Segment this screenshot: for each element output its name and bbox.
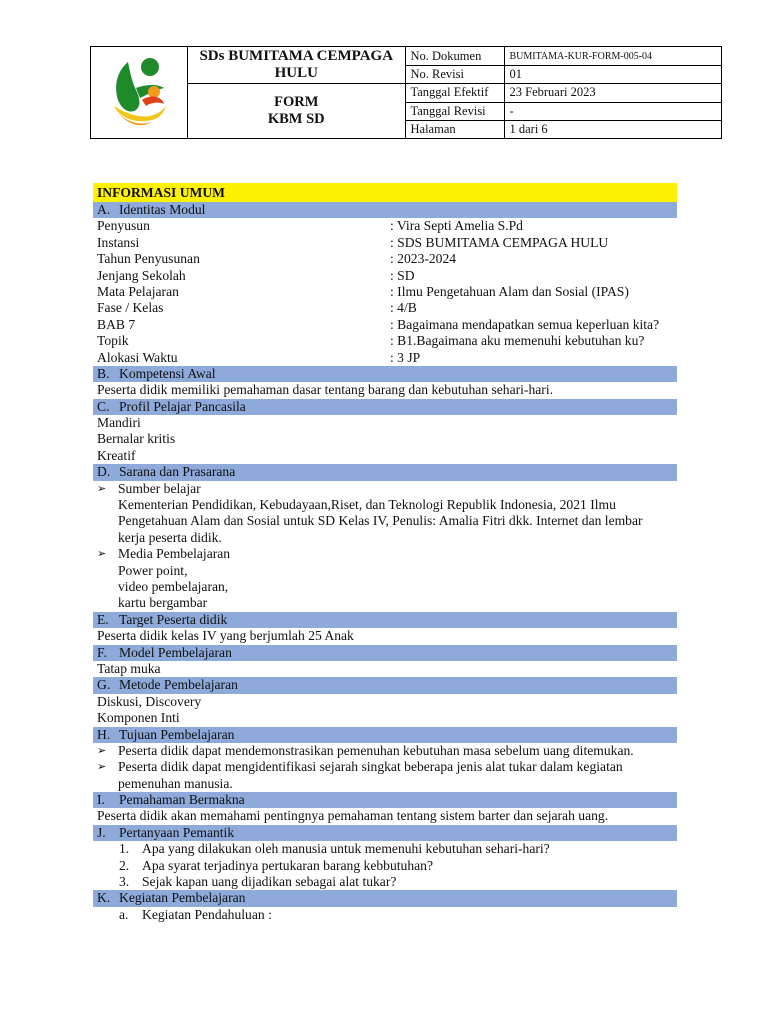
metode-text: Diskusi, Discovery [97, 693, 202, 709]
identity-key: BAB 7 [97, 316, 136, 332]
section-title: Metode Pembelajaran [119, 677, 238, 693]
pemahaman-text: Peserta didik akan memahami pentingnya pemahaman tentang sistem barter dan sejarah uang. [97, 808, 609, 824]
tujuan-text: Peserta didik dapat mendemonstrasikan pemenuhan kebutuhan masa sebelum uang ditemukan. [118, 742, 634, 758]
identity-row [93, 317, 677, 333]
identity-value: : 3 JP [390, 349, 421, 365]
arrow-bullet-icon: ➢ [97, 482, 107, 495]
identity-key: Tahun Penyusunan [97, 251, 200, 267]
section-letter: B. [97, 365, 110, 381]
section-letter: I. [97, 792, 105, 808]
identity-key: Penyusun [97, 218, 150, 234]
identity-key: Jenjang Sekolah [97, 267, 186, 283]
pertanyaan-text: Apa yang dilakukan oleh manusia untuk memenuhi kebutuhan sehari-hari? [142, 841, 550, 857]
section-letter: D. [97, 464, 111, 480]
bullet-item [93, 481, 677, 497]
bullet-item [93, 546, 677, 562]
section-title: Model Pembelajaran [119, 644, 232, 660]
form-title-line1: FORM [274, 94, 319, 111]
identity-value: : Ilmu Pengetahuan Alam dan Sosial (IPAS) [390, 283, 629, 299]
section-header-c [93, 399, 677, 415]
item-number: 1. [119, 841, 130, 857]
metode-text: Komponen Inti [97, 710, 180, 726]
sumber-line: Kementerian Pendidikan, Kebudayaan,Riset, dan Teknologi Republik Indonesia, 2021 Ilmu [118, 497, 616, 513]
form-title [188, 84, 406, 139]
identity-value: : Bagaimana mendapatkan semua keperluan kita? [390, 316, 660, 332]
identity-row [93, 300, 677, 316]
section-title: Sarana dan Prasarana [119, 464, 236, 480]
document-header-table [90, 46, 722, 139]
identity-row [93, 251, 677, 267]
identity-value: : Vira Septi Amelia S.Pd [390, 218, 523, 234]
arrow-bullet-icon: ➢ [97, 548, 107, 561]
identity-row [93, 268, 677, 284]
kegiatan-text: Kegiatan Pendahuluan : [142, 906, 272, 922]
doc-label: Tanggal Efektif [405, 84, 504, 102]
identity-key: Fase / Kelas [97, 300, 164, 316]
module-content [93, 183, 677, 923]
identity-row [93, 350, 677, 366]
school-name: SDs BUMITAMA CEMPAGA HULU [188, 47, 406, 84]
section-header-d [93, 464, 677, 480]
section-title: Profil Pelajar Pancasila [119, 398, 246, 414]
item-number: 3. [119, 874, 130, 890]
media-line: Power point, [118, 562, 188, 578]
sumber-line: kerja peserta didik. [118, 529, 222, 545]
tujuan-item [93, 759, 677, 775]
identity-row [93, 284, 677, 300]
tujuan-text-cont: pemenuhan manusia. [118, 775, 233, 791]
identity-value: : 2023-2024 [390, 251, 457, 267]
doc-label: Tanggal Revisi [405, 102, 504, 120]
doc-label: Halaman [405, 120, 504, 138]
kegiatan-item [93, 907, 677, 923]
doc-label: No. Dokumen [405, 47, 504, 66]
kompetensi-text: Peserta didik memiliki pemahaman dasar tentang barang dan kebutuhan sehari-hari. [97, 382, 553, 398]
identity-key: Topik [97, 333, 129, 349]
pertanyaan-item [93, 858, 677, 874]
identity-value: : 4/B [390, 300, 417, 316]
section-letter: A. [97, 202, 111, 217]
section-title: Kompetensi Awal [119, 365, 216, 381]
item-letter: a. [119, 906, 129, 922]
profil-item: Bernalar kritis [97, 431, 176, 447]
tujuan-text: Peserta didik dapat mengidentifikasi sejarah singkat beberapa jenis alat tukar dalam kegiatan [118, 759, 623, 775]
arrow-bullet-icon: ➢ [97, 744, 107, 757]
identity-row [93, 218, 677, 234]
section-letter: G. [97, 677, 111, 693]
pertanyaan-text: Sejak kapan uang dijadikan sebagai alat tukar? [142, 874, 397, 890]
doc-value: 01 [504, 66, 722, 84]
doc-value: 1 dari 6 [504, 120, 722, 138]
tujuan-item [93, 743, 677, 759]
section-header-b [93, 366, 677, 382]
section-title: Target Peserta didik [119, 611, 228, 627]
section-title: Identitas Modul [119, 202, 206, 217]
doc-label: No. Revisi [405, 66, 504, 84]
pertanyaan-item [93, 874, 677, 890]
pertanyaan-item [93, 841, 677, 857]
school-logo-cell [91, 47, 188, 139]
sumber-line: Pengetahuan Alam dan Sosial untuk SD Kelas IV, Penulis: Amalia Fitri dkk. Internet dan lembar [118, 513, 643, 529]
section-header-i [93, 792, 677, 808]
identity-key: Alokasi Waktu [97, 349, 178, 365]
sumber-title: Sumber belajar [118, 480, 201, 496]
target-text: Peserta didik kelas IV yang berjumlah 25 Anak [97, 628, 354, 644]
section-letter: E. [97, 611, 109, 627]
section-header-a [93, 202, 677, 218]
section-header-f [93, 645, 677, 661]
school-logo-icon [106, 48, 172, 132]
section-header-g [93, 677, 677, 693]
section-letter: K. [97, 890, 111, 906]
form-title-line2: KBM SD [267, 111, 325, 128]
section-header-j [93, 825, 677, 841]
section-title: Tujuan Pembelajaran [119, 726, 235, 742]
section-title: Pertanyaan Pemantik [119, 824, 235, 840]
identity-row [93, 333, 677, 349]
section-letter: F. [97, 644, 107, 660]
identity-value: : B1.Bagaimana aku memenuhi kebutuhan ku? [390, 333, 645, 349]
section-title: Kegiatan Pembelajaran [119, 890, 246, 906]
section-header-h [93, 727, 677, 743]
doc-value: - [504, 102, 722, 120]
profil-item: Mandiri [97, 415, 141, 431]
model-text: Tatap muka [97, 660, 161, 676]
profil-item: Kreatif [97, 447, 136, 463]
identity-value: : SDS BUMITAMA CEMPAGA HULU [390, 234, 609, 250]
media-line: video pembelajaran, [118, 578, 229, 594]
section-letter: C. [97, 398, 110, 414]
section-header-k [93, 890, 677, 906]
doc-value: BUMITAMA-KUR-FORM-005-04 [504, 47, 722, 66]
section-header-e [93, 612, 677, 628]
identity-row [93, 235, 677, 251]
media-line: kartu bergambar [118, 595, 208, 611]
section-title: Pemahaman Bermakna [119, 792, 245, 808]
doc-value: 23 Februari 2023 [504, 84, 722, 102]
section-letter: J. [97, 824, 106, 840]
identity-key: Instansi [97, 234, 140, 250]
item-number: 2. [119, 857, 130, 873]
arrow-bullet-icon: ➢ [97, 761, 107, 774]
identity-value: : SD [390, 267, 415, 283]
identity-key: Mata Pelajaran [97, 283, 179, 299]
pertanyaan-text: Apa syarat terjadinya pertukaran barang kebbutuhan? [142, 857, 434, 873]
section-letter: H. [97, 726, 111, 742]
media-title: Media Pembelajaran [118, 546, 231, 562]
info-title: INFORMASI UMUM [93, 183, 677, 202]
